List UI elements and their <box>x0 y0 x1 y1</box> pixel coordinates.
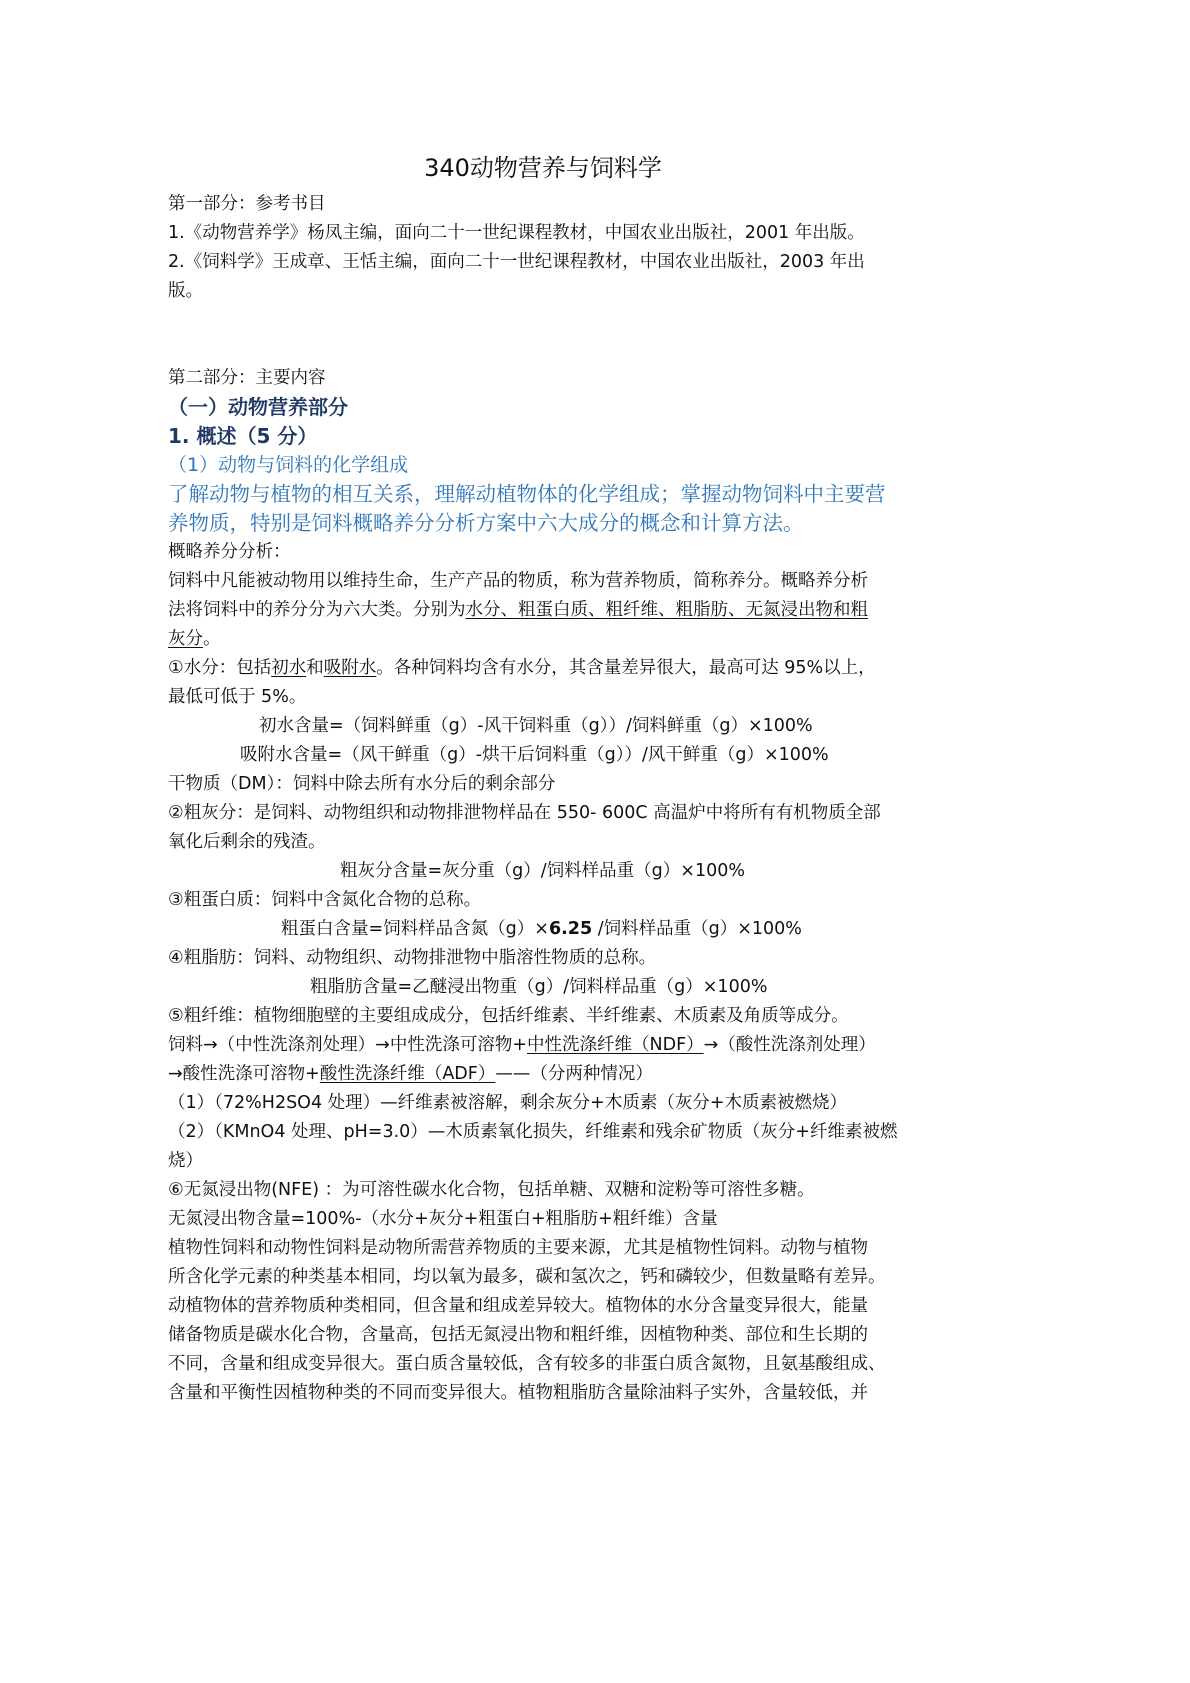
text-segment: 吸附水含量=（风干鲜重（g）-烘干后饲料重（g））/风干鲜重（g）×100% <box>240 745 829 765</box>
text-segment: ⑤粗纤维：植物细胞壁的主要组成成分，包括纤维素、半纤维素、木质素及角质等成分。 <box>168 1006 849 1026</box>
underlined-term: 水分、粗蛋白质、粗纤维、粗脂肪、无氮浸出物和粗 <box>465 600 868 620</box>
text-line <box>168 828 948 857</box>
text-line <box>168 277 948 306</box>
text-segment: 烧） <box>168 1151 203 1171</box>
text-line <box>168 654 948 683</box>
text-segment: （1）（72%H2SO4 处理）—纤维素被溶解，剩余灰分+木质素（灰分+木质素被燃烧） <box>168 1093 847 1113</box>
text-segment: 干物质（DM）：饲料中除去所有水分后的剩余部分 <box>168 774 556 794</box>
text-segment: （1）动物与饲料的化学组成 <box>168 454 409 476</box>
text-line <box>168 1031 948 1060</box>
text-segment: 1.《动物营养学》杨凤主编，面向二十一世纪课程教材，中国农业出版社，2001 年出版。 <box>168 223 865 243</box>
text-line <box>168 364 948 393</box>
text-line <box>168 1234 948 1263</box>
text-segment: （2）（KMnO4 处理、pH=3.0）—木质素氧化损失，纤维素和残余矿物质（灰分+纤维素被燃 <box>168 1122 898 1142</box>
text-segment: 最低可低于 5%。 <box>168 687 307 707</box>
text-segment: 。各种饲料均含有水分，其含量差异很大，最高可达 95%以上， <box>376 658 876 678</box>
text-segment: 概略养分分析： <box>168 542 291 562</box>
text-line <box>168 1350 948 1379</box>
text-segment: 所含化学元素的种类基本相同，均以氧为最多，碳和氢次之，钙和磷较少，但数量略有差异。 <box>168 1267 886 1287</box>
text-segment: /饲料样品重（g）×100% <box>592 919 802 939</box>
underlined-term: 酸性洗涤纤维（ADF） <box>319 1064 496 1084</box>
formula-line <box>168 915 948 944</box>
text-segment: ——（分两种情况） <box>495 1064 653 1084</box>
formula-line <box>168 857 948 886</box>
text-segment: 2.《饲料学》王成章、王恬主编，面向二十一世纪课程教材，中国农业出版社，2003 年出 <box>168 252 865 272</box>
text-segment: 法将饲料中的养分分为六大类。分别为 <box>168 600 466 620</box>
text-line <box>168 625 948 654</box>
text-line <box>168 1002 948 1031</box>
text-segment: 养物质，特别是饲料概略养分分析方案中六大成分的概念和计算方法。 <box>168 511 804 535</box>
text-line <box>168 1292 948 1321</box>
document-body <box>168 190 948 1408</box>
text-line <box>168 1089 948 1118</box>
text-segment: ②粗灰分：是饲料、动物组织和动物排泄物样品在 550- 600C 高温炉中将所有有机物质全部 <box>168 803 881 823</box>
text-line <box>168 1147 948 1176</box>
text-segment: 不同，含量和组成变异很大。蛋白质含量较低，含有较多的非蛋白质含氮物，且氨基酸组成、 <box>168 1354 886 1374</box>
text-line <box>168 1321 948 1350</box>
text-line <box>168 944 948 973</box>
text-line <box>168 248 948 277</box>
text-line <box>168 770 948 799</box>
text-line <box>168 538 948 567</box>
text-segment: 粗蛋白含量=饲料样品含氮（g）× <box>281 919 549 939</box>
underlined-term: 中性洗涤纤维（NDF） <box>527 1035 704 1055</box>
formula-line <box>168 712 948 741</box>
text-line <box>168 219 948 248</box>
text-line <box>168 1205 948 1234</box>
text-segment: 无氮浸出物含量=100%-（水分+灰分+粗蛋白+粗脂肪+粗纤维）含量 <box>168 1209 718 1229</box>
text-segment: ①水分：包括 <box>168 658 272 678</box>
heading-line <box>168 480 948 509</box>
underlined-term: 灰分 <box>168 629 203 649</box>
text-line <box>168 1118 948 1147</box>
text-segment: 动植物体的营养物质种类相同，但含量和组成差异较大。植物体的水分含量变异很大，能量 <box>168 1296 868 1316</box>
text-line <box>168 886 948 915</box>
heading-line <box>168 422 948 451</box>
text-segment: 粗脂肪含量=乙醚浸出物重（g）/饲料样品重（g）×100% <box>310 977 768 997</box>
text-segment: ⑥无氮浸出物(NFE) ：为可溶性碳水化合物，包括单糖、双糖和淀粉等可溶性多糖。 <box>168 1180 815 1200</box>
text-line <box>168 1060 948 1089</box>
formula-line <box>168 973 948 1002</box>
formula-line <box>168 741 948 770</box>
text-line <box>168 683 948 712</box>
text-segment: →酸性洗涤可溶物+ <box>168 1064 320 1084</box>
text-line <box>168 1176 948 1205</box>
text-segment: 含量和平衡性因植物种类的不同而变异很大。植物粗脂肪含量除油料子实外，含量较低，并 <box>168 1383 868 1403</box>
text-segment: 。 <box>203 629 221 649</box>
text-segment: 了解动物与植物的相互关系，理解动植物体的化学组成；掌握动物饲料中主要营 <box>168 482 886 506</box>
document-page <box>168 146 948 1408</box>
text-line <box>168 799 948 828</box>
text-segment: 第二部分：主要内容 <box>168 368 326 388</box>
text-segment: 1. 概述（5 分） <box>168 424 318 448</box>
text-segment: ③粗蛋白质：饲料中含氮化合物的总称。 <box>168 890 482 910</box>
text-segment: 饲料中凡能被动物用以维持生命，生产产品的物质，称为营养物质，简称养分。概略养分析 <box>168 571 868 591</box>
text-line <box>168 190 948 219</box>
heading-line <box>168 393 948 422</box>
underlined-term: 初水 <box>271 658 307 678</box>
text-segment: 饲料→（中性洗涤剂处理）→中性洗涤可溶物+ <box>168 1035 527 1055</box>
underlined-term: 吸附水 <box>323 658 377 678</box>
text-line <box>168 567 948 596</box>
heading-line <box>168 451 948 480</box>
text-segment: 初水含量=（饲料鲜重（g）-风干饲料重（g））/饲料鲜重（g）×100% <box>259 716 813 736</box>
heading-line <box>168 509 948 538</box>
text-segment: 储备物质是碳水化合物，含量高，包括无氮浸出物和粗纤维，因植物种类、部位和生长期的 <box>168 1325 868 1345</box>
text-line <box>168 1263 948 1292</box>
text-segment: 氧化后剩余的残渣。 <box>168 832 326 852</box>
text-segment: （一）动物营养部分 <box>168 395 348 419</box>
document-title: 340动物营养与饲料学 <box>424 154 662 182</box>
text-segment: 植物性饲料和动物性饲料是动物所需营养物质的主要来源，尤其是植物性饲料。动物与植物 <box>168 1238 868 1258</box>
text-segment: 版。 <box>168 281 203 301</box>
text-segment: 6.25 <box>548 919 593 939</box>
text-segment: ④粗脂肪：饲料、动物组织、动物排泄物中脂溶性物质的总称。 <box>168 948 657 968</box>
text-segment: 第一部分：参考书目 <box>168 194 326 214</box>
text-segment: 粗灰分含量=灰分重（g）/饲料样品重（g）×100% <box>340 861 745 881</box>
text-segment: →（酸性洗涤剂处理） <box>703 1035 876 1055</box>
spacer <box>168 306 948 364</box>
text-segment: 和 <box>306 658 324 678</box>
text-line <box>168 1379 948 1408</box>
text-line <box>168 596 948 625</box>
